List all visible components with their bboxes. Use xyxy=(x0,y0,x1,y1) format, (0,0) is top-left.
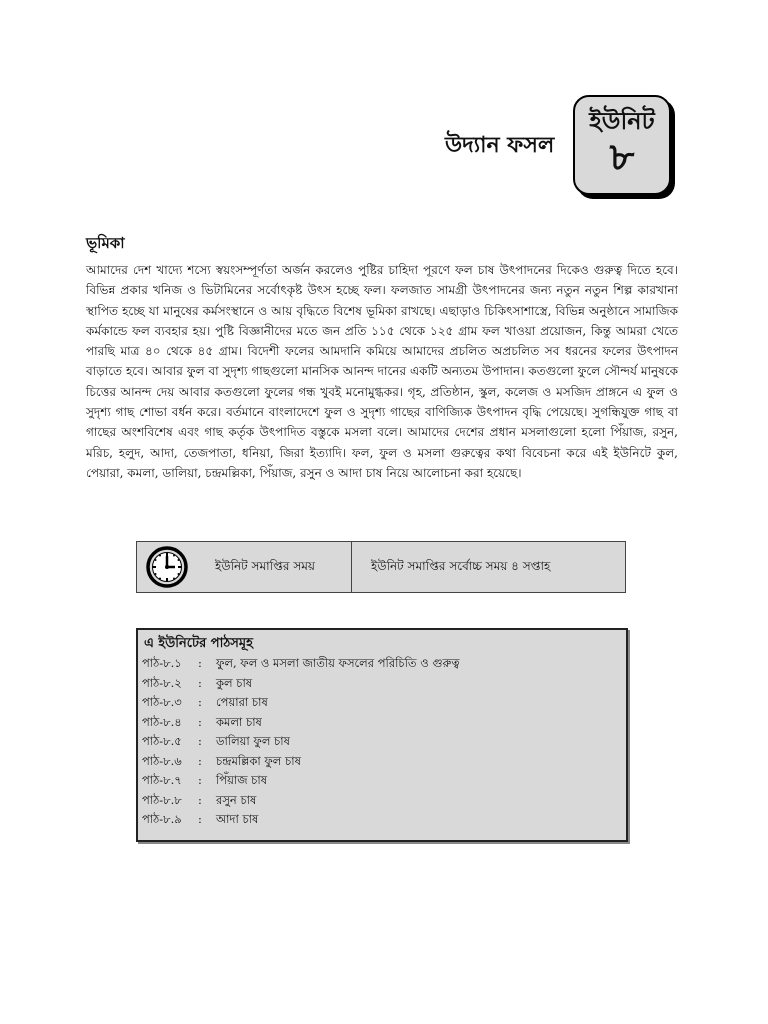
lesson-code: পাঠ-৮.৬ xyxy=(142,753,182,768)
lesson-item xyxy=(142,674,460,694)
lesson-list xyxy=(142,654,460,830)
lesson-title: রসুন চাষ xyxy=(216,792,257,807)
lesson-separator: : xyxy=(198,714,202,729)
lesson-separator: : xyxy=(198,773,202,787)
clock-icon xyxy=(145,545,189,589)
lesson-code: পাঠ-৮.৭ xyxy=(142,773,182,787)
unit-badge xyxy=(573,95,671,195)
lesson-item xyxy=(142,693,460,713)
lesson-code: পাঠ-৮.৯ xyxy=(142,812,182,826)
time-box-divider xyxy=(351,542,352,592)
lesson-item xyxy=(142,810,460,830)
unit-time-value: ইউনিট সমাপ্তির সর্বোচ্চ সময় ৪ সপ্তাহ xyxy=(371,559,551,573)
lesson-code: পাঠ-৮.৮ xyxy=(142,792,182,807)
lesson-separator: : xyxy=(198,695,202,709)
unit-time-box xyxy=(136,541,626,593)
lesson-title: পেয়ারা চাষ xyxy=(216,695,268,709)
lesson-code: পাঠ-৮.১ xyxy=(142,656,182,670)
unit-time-label: ইউনিট সমাপ্তির সময় xyxy=(215,559,315,573)
lessons-title: এ ইউনিটের পাঠসমূহ xyxy=(144,636,253,651)
unit-badge-label: ইউনিট xyxy=(589,107,655,135)
lesson-item xyxy=(142,713,460,733)
lesson-title: কুল চাষ xyxy=(216,675,253,690)
lesson-title: ডালিয়া ফুল চাষ xyxy=(216,734,290,748)
lesson-title: চন্দ্রমল্লিকা ফুল চাষ xyxy=(216,753,301,768)
lesson-item xyxy=(142,654,460,674)
unit-title: উদ্যান ফসল xyxy=(445,133,555,158)
intro-heading: ভূমিকা xyxy=(86,234,125,252)
lesson-title: আদা চাষ xyxy=(216,812,259,826)
lesson-separator: : xyxy=(198,675,202,690)
intro-paragraph: আমাদের দেশ খাদ্যে শস্যে স্বয়ংসম্পূর্ণতা অর্জন করলেও পুষ্টির চাহিদা পূরণে ফল চাষ উৎপাদনের দিকেও গুরুত্ব দিতে হবে। বিভিন্ন প্রকার খনিজ ও ভিটামিনের সর্বোৎকৃষ্ট উৎস হচ্ছে ফল। ফলজাত সামগ্রী উৎপাদনের জন্য নতুন নতুন শিল্প কারখানা স্থাপিত হচ্ছে যা মানুষের কর্মসংস্থানে ও আয় বৃদ্ধিতে বিশেষ ভূমিকা রাখছে। এছাড়াও চিকিৎসাশাস্ত্রে, বিভিন্ন অনুষ্ঠানে সামাজিক কর্মকান্ডে ফল ব্যবহার হয়। পুষ্টি বিজ্ঞানীদের মতে জন প্রতি ১১৫ থেকে ১২৫ গ্রাম ফল খাওয়া প্রয়োজন, কিন্তু আমরা খেতে পারছি মাত্র ৪০ থেকে ৪৫ গ্রাম। বিদেশী ফলের আমদানি কমিয়ে আমাদের প্রচলিত অপ্রচলিত সব ধরনের ফলের উৎপাদন বাড়াতে হবে। আবার ফুল বা সুদৃশ্য গাছগুলো মানসিক আনন্দ দানের একটি অন্যতম উপাদান। কতগুলো ফুলে সৌন্দর্য মানুষকে চিত্তের আনন্দ দেয় আবার কতগুলো ফুলের গন্ধ খুবই মনোমুগ্ধকর। গৃহ, প্রতিষ্ঠান, স্কুল, কলেজ ও মসজিদ প্রাঙ্গনে এ ফুল ও সুদৃশ্য গাছ শোভা বর্ধন করে। বর্তমানে বাংলাদেশে ফুল ও সুদৃশ্য গাছের বাণিজ্যিক উৎপাদন বৃদ্ধি পেয়েছে। সুগন্ধিযুক্ত গাছ বা গাছের অংশবিশেষ এবং গাছ কর্তৃক উৎপাদিত বস্তুকে মসলা বলে। আমাদের দেশের প্রধান মসলাগুলো হলো পিঁয়াজ, রসুন, মরিচ, হলুদ, আদা, তেজপাতা, ধনিয়া, জিরা ইত্যাদি। ফল, ফুল ও মসলা গুরুত্বের কথা বিবেচনা করে এই ইউনিটে কুল, পেয়ারা, কমলা, ডালিয়া, চন্দ্রমল্লিকা, পিঁয়াজ, রসুন ও আদা চাষ নিয়ে আলোচনা করা হয়েছে। xyxy=(86,263,678,480)
lesson-separator: : xyxy=(198,656,202,670)
lesson-code: পাঠ-৮.৫ xyxy=(142,734,182,748)
lesson-item xyxy=(142,771,460,791)
lesson-title: কমলা চাষ xyxy=(216,714,262,729)
lesson-code: পাঠ-৮.৩ xyxy=(142,695,182,709)
lesson-title: ফুল, ফল ও মসলা জাতীয় ফসলের পরিচিতি ও গুরুত্ব xyxy=(216,656,460,670)
lesson-item xyxy=(142,752,460,772)
lesson-separator: : xyxy=(198,734,202,748)
lesson-separator: : xyxy=(198,812,202,826)
lesson-title: পিঁয়াজ চাষ xyxy=(216,773,268,787)
unit-badge-number: ৮ xyxy=(609,135,635,179)
lessons-box xyxy=(136,628,628,842)
lesson-separator: : xyxy=(198,792,202,807)
lesson-code: পাঠ-৮.২ xyxy=(142,675,182,690)
lesson-item xyxy=(142,732,460,752)
lesson-separator: : xyxy=(198,753,202,768)
lesson-item xyxy=(142,791,460,811)
lesson-code: পাঠ-৮.৪ xyxy=(142,714,182,729)
